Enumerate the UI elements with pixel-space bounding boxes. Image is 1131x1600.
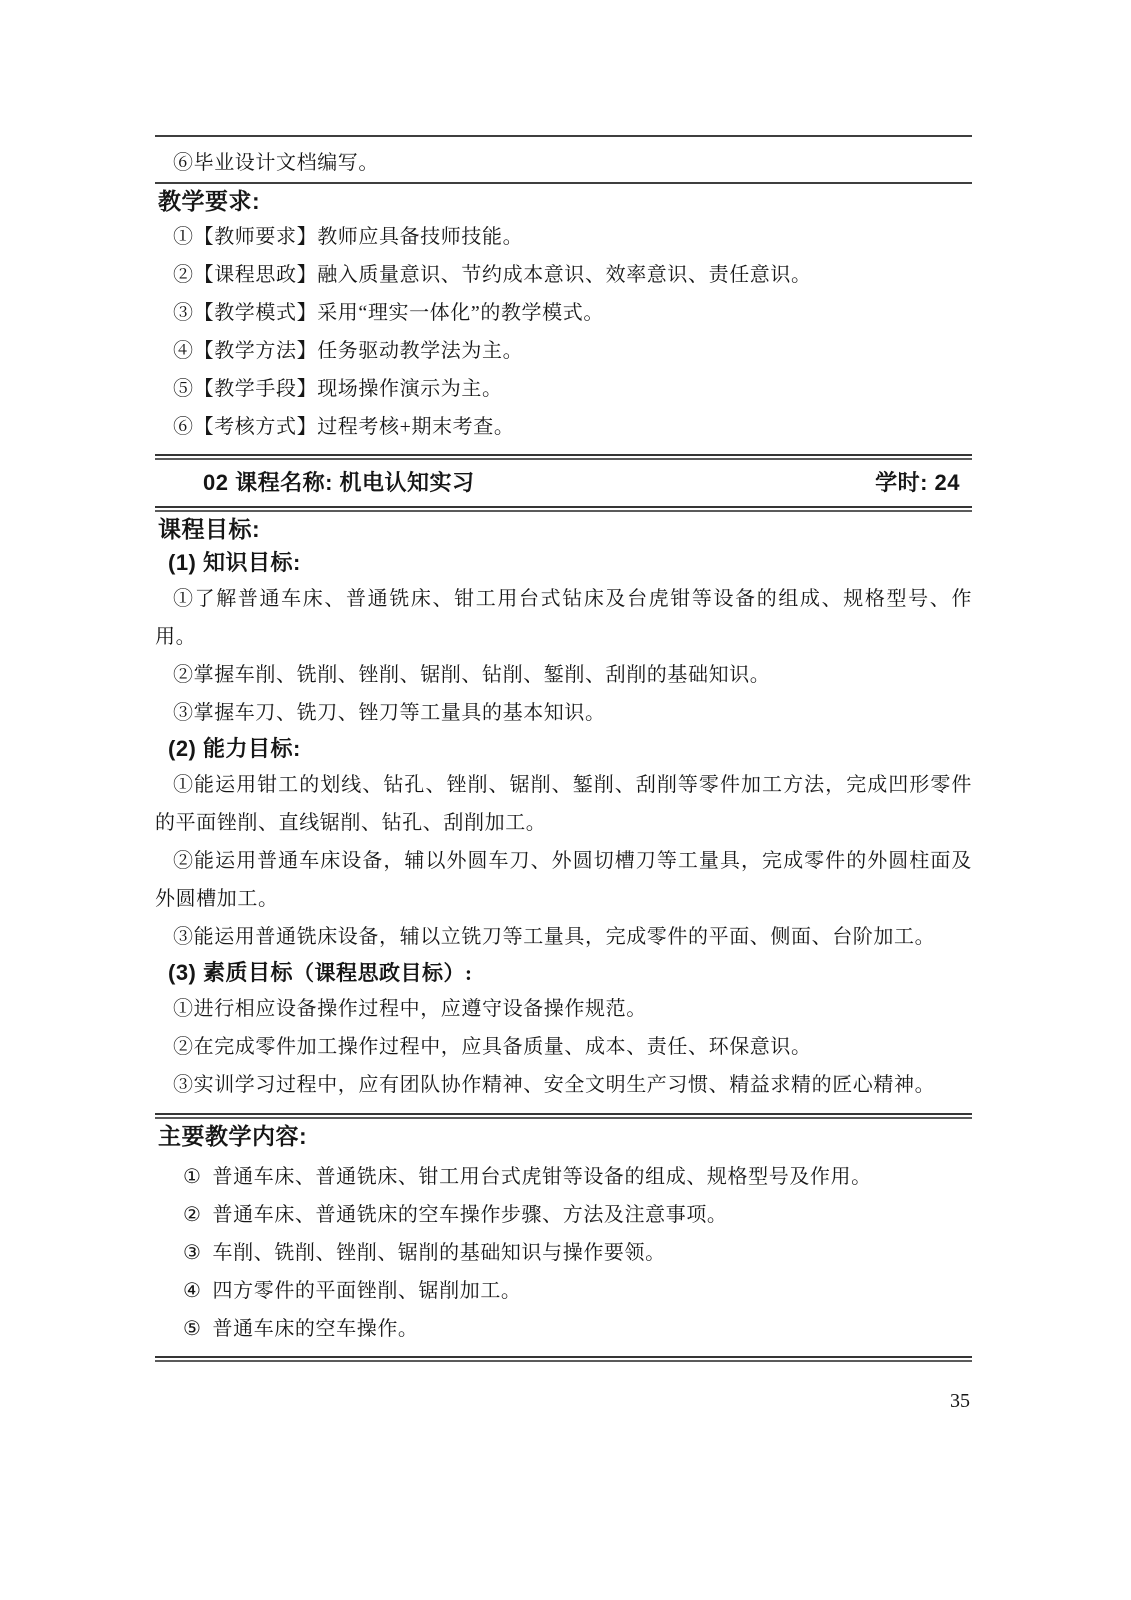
main-content-item bbox=[155, 1158, 972, 1196]
ability-objective-item: ②能运用普通车床设备，辅以外圆车刀、外圆切槽刀等工量具，完成零件的外圆柱面及外圆槽加工。 bbox=[155, 850, 972, 910]
requirement-item: ④【教学方法】任务驱动教学法为主。 bbox=[173, 340, 524, 362]
main-content-item bbox=[155, 1310, 972, 1348]
requirement-item: ③【教学模式】采用“理实一体化”的教学模式。 bbox=[173, 302, 604, 324]
item-number: ④ bbox=[183, 1280, 202, 1302]
knowledge-objective-item: ①了解普通车床、普通铣床、钳工用台式钻床及台虎钳等设备的组成、规格型号、作用。 bbox=[155, 588, 972, 648]
subsection-heading-knowledge-objectives: (1) 知识目标: bbox=[168, 550, 301, 575]
page-number: 35 bbox=[950, 1390, 970, 1412]
requirement-item: ①【教师要求】教师应具备技师技能。 bbox=[173, 226, 524, 248]
quality-heading-main: (3) 素质目标 bbox=[168, 960, 294, 985]
quality-objective-item: ①进行相应设备操作过程中，应遵守设备操作规范。 bbox=[173, 998, 647, 1020]
main-content-item bbox=[155, 1272, 972, 1310]
item-text: 车削、铣削、锉削、锯削的基础知识与操作要领。 bbox=[212, 1242, 666, 1264]
quality-heading-note: （课程思政目标）: bbox=[293, 961, 473, 985]
item-text: 四方零件的平面锉削、锯削加工。 bbox=[212, 1280, 522, 1302]
course-hours: 学时: 24 bbox=[875, 470, 960, 495]
course-title: 02 课程名称: 机电认知实习 bbox=[203, 470, 475, 495]
ability-objective-item: ③能运用普通铣床设备，辅以立铣刀等工量具，完成零件的平面、侧面、台阶加工。 bbox=[173, 926, 936, 948]
item-number: ③ bbox=[183, 1242, 202, 1264]
previous-section-trailing-item: ⑥毕业设计文档编写。 bbox=[173, 152, 379, 174]
course-banner bbox=[155, 460, 972, 506]
divider-top bbox=[155, 135, 972, 137]
section-heading-teaching-requirements: 教学要求: bbox=[158, 188, 261, 214]
requirement-item: ②【课程思政】融入质量意识、节约成本意识、效率意识、责任意识。 bbox=[173, 264, 812, 286]
requirement-item: ⑤【教学手段】现场操作演示为主。 bbox=[173, 378, 503, 400]
item-number: ② bbox=[183, 1204, 202, 1226]
subsection-heading-ability-objectives: (2) 能力目标: bbox=[168, 736, 301, 761]
quality-objective-item: ②在完成零件加工操作过程中，应具备质量、成本、责任、环保意识。 bbox=[173, 1036, 812, 1058]
knowledge-objective-item: ②掌握车削、铣削、锉削、锯削、钻削、錾削、刮削的基础知识。 bbox=[173, 664, 771, 686]
requirement-item: ⑥【考核方式】过程考核+期末考查。 bbox=[173, 416, 515, 438]
page-content bbox=[155, 0, 972, 1413]
divider-bottom bbox=[155, 1356, 972, 1362]
main-content-item bbox=[155, 1196, 972, 1234]
item-text: 普通车床、普通铣床、钳工用台式虎钳等设备的组成、规格型号及作用。 bbox=[212, 1166, 872, 1188]
item-text: 普通车床、普通铣床的空车操作步骤、方法及注意事项。 bbox=[212, 1204, 728, 1226]
main-content-item bbox=[155, 1234, 972, 1272]
subsection-heading-quality-objectives bbox=[155, 956, 972, 990]
item-text: 普通车床的空车操作。 bbox=[212, 1318, 419, 1340]
item-number: ① bbox=[183, 1166, 202, 1188]
knowledge-objective-item: ③掌握车刀、铣刀、锉刀等工量具的基本知识。 bbox=[173, 702, 606, 724]
section-heading-course-objectives: 课程目标: bbox=[158, 516, 261, 542]
quality-objective-item: ③实训学习过程中，应有团队协作精神、安全文明生产习惯、精益求精的匠心精神。 bbox=[173, 1074, 936, 1096]
section-heading-main-teaching-content: 主要教学内容: bbox=[158, 1123, 308, 1149]
item-number: ⑤ bbox=[183, 1318, 202, 1340]
ability-objective-item: ①能运用钳工的划线、钻孔、锉削、锯削、錾削、刮削等零件加工方法，完成凹形零件的平面锉削、直线锯削、钻孔、刮削加工。 bbox=[155, 774, 972, 834]
